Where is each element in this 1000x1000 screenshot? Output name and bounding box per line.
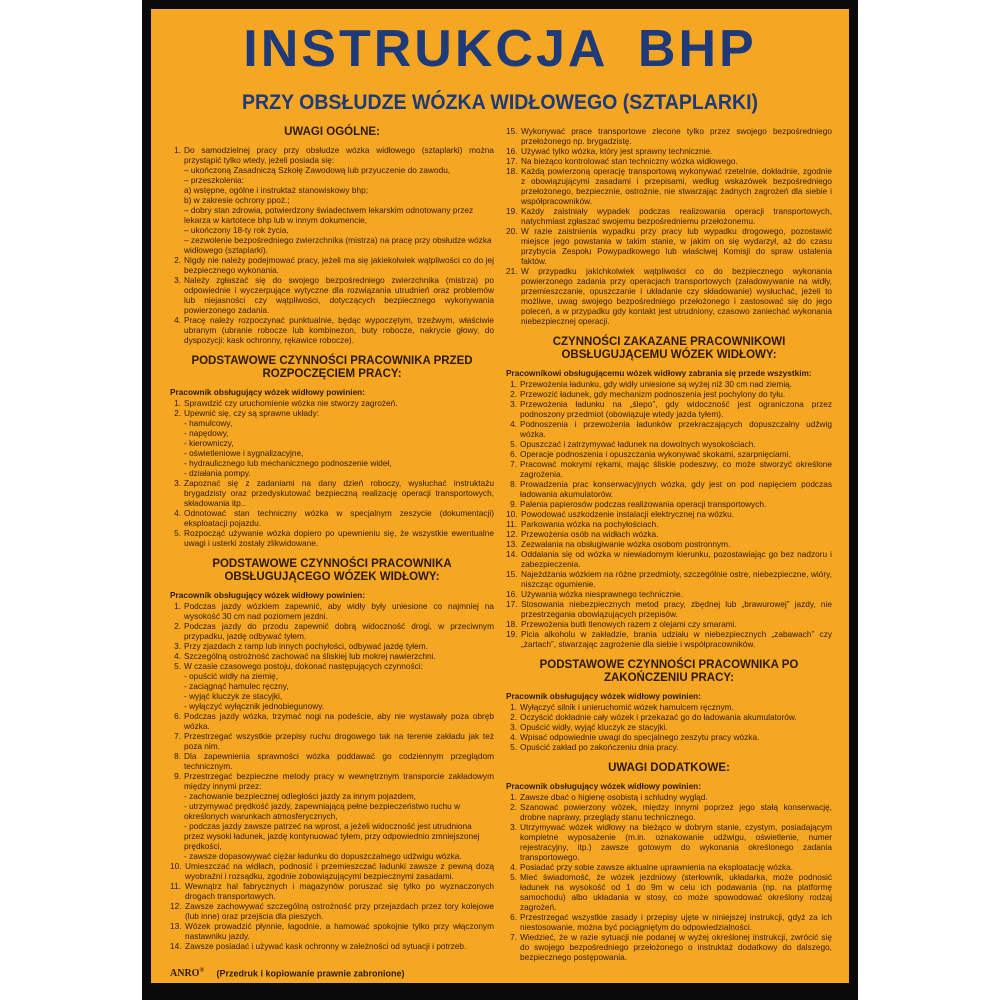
item-number: 16. <box>506 589 518 599</box>
sub-item: – ukończony 18-ty rok życia, <box>184 225 289 235</box>
sub-item: – zezwolenie bezpośredniego zwierzchnika (mistrza) na pracę przy obsłudze wózka widłowego (sztaplarki). <box>184 235 492 255</box>
list-item <box>170 145 494 255</box>
item-text: Zawsze posiadać i używać kask ochronny w zależności od sytuacji i potrzeb. <box>185 941 467 951</box>
item-number: 1. <box>510 792 517 802</box>
section-heading: PODSTAWOWE CZYNNOŚCI PRACOWNIKA PO ZAKOŃCZENIU PRACY: <box>539 659 799 684</box>
list-item <box>506 509 832 519</box>
item-number: 4. <box>174 508 181 518</box>
item-number: 5. <box>174 528 181 538</box>
list-item <box>506 439 832 449</box>
item-number: 2. <box>510 802 517 812</box>
item-number: 5. <box>174 661 181 671</box>
section-lead: Pracownik obsługujący wózek widłowy powinien: <box>170 387 366 397</box>
item-number: 7. <box>174 731 181 741</box>
list-item <box>170 881 494 901</box>
item-text: Upewnić się, czy są sprawne układy: <box>184 408 320 418</box>
item-number: 10. <box>506 509 518 519</box>
section-heading: CZYNNOŚCI ZAKAZANE PRACOWNIKOWI OBSŁUGUJĄCEMU WÓZEK WIDŁOWY: <box>552 336 786 361</box>
item-number: 3. <box>510 399 517 409</box>
item-text: Opuszczać i zatrzymywać ładunek na dowolnych wysokościach. <box>520 439 756 449</box>
list-item <box>506 589 832 599</box>
item-text: Przestrzegać wszystkie przepisy ruchu drogowego tak na terenie zakładu jak też poza nim. <box>184 731 494 751</box>
item-text: Przewożenia ładunku na „ślepo”, gdy widoczność jest ograniczona przez podnoszony przedmiot (obowiązuje wtedy jazda tyłem). <box>520 399 832 419</box>
section-heading: PODSTAWOWE CZYNNOŚCI PRACOWNIKA OBSŁUGUJĄCEGO WÓZEK WIDŁOWY: <box>212 558 452 583</box>
sub-item: - działania pompy. <box>184 468 251 478</box>
item-number: 7. <box>510 459 517 469</box>
item-text: Wpisać odpowiednie uwagi do specjalnego zeszytu pracy wózka. <box>520 732 760 742</box>
list-item <box>506 549 832 569</box>
sub-list <box>184 791 494 861</box>
item-number: 1. <box>510 379 517 389</box>
brand-logo: ANRO® <box>170 968 204 980</box>
item-text: Przestrzegać wszystkie zasady i przepisy ujęte w niniejszej instrukcji, gdyż za ich niestosowanie, można być pociągniętym do odpowiedzialności. <box>520 912 832 932</box>
list-item <box>506 722 832 732</box>
item-number: 3. <box>510 822 517 832</box>
list-item <box>170 508 494 528</box>
sub-item: – dobry stan zdrowia, potwierdzony świadectwem lekarskim odnotowany przez lekarza w kartotece bhp lub w innym dokumencie, <box>184 205 474 225</box>
item-number: 2. <box>510 389 517 399</box>
item-number: 19. <box>506 629 518 639</box>
sub-item: - kierowniczy, <box>184 438 234 448</box>
sub-item: – przeszkolenia: <box>184 175 244 185</box>
item-text: Podczas jazdy do przodu zapewnić dobrą widoczność drogi, w przeciwnym przypadku, jazdę odbywać tyłem. <box>184 621 494 641</box>
item-text: Wyłączyć silnik i unieruchomić wózek hamulcem ręcznym. <box>520 702 734 712</box>
numbered-list <box>506 792 832 962</box>
item-number: 13. <box>506 539 518 549</box>
item-number: 21. <box>506 266 518 276</box>
sub-item: - wyłączyć wyłącznik jednobiegunowy. <box>184 701 325 711</box>
list-item <box>506 479 832 499</box>
item-number: 5. <box>510 872 517 882</box>
item-text: Przewożenia ładunku, gdy widły uniesione są wyżej niż 30 cm nad ziemią. <box>520 379 793 389</box>
sub-list <box>184 671 494 711</box>
item-text: Należy zgłaszać się do swojego bezpośredniego zwierzchnika (mistrza) po odpowiednie i wyczerpujące wytyczne dla rozwiązania utrudnień oraz problemów lub niejasności czy wątpliwości, dotyczących bezpiecznego wykonywania powierzonego zadania. <box>184 275 494 315</box>
item-text: Operacje podnoszenia i opuszczania wykonywać skokami, szarpnięciami. <box>520 449 791 459</box>
item-number: 17. <box>506 156 518 166</box>
item-text: Przy zjazdach z ramp lub innych pochyłości, odbywać jazdę tyłem. <box>184 641 428 651</box>
item-number: 10. <box>170 861 182 871</box>
item-text: Opuścić widły, wyjąć kluczyk ze stacyjki. <box>520 722 668 732</box>
item-number: 3. <box>174 275 181 285</box>
item-text: Wiedzieć, że w razie sytuacji nie podanej w wyżej określonej instrukcji, zwrócić się do swojego bezpośredniego przełożonego o instruktaż dodatkowy do dalszego, bezpiecznego postępowania. <box>520 932 832 962</box>
item-number: 1. <box>174 145 181 155</box>
item-number: 6. <box>510 912 517 922</box>
numbered-list <box>170 398 494 548</box>
section-lead: Pracownikowi obsługującemu wózek widłowy zabrania się przede wszystkim: <box>506 368 812 378</box>
item-number: 18. <box>506 619 518 629</box>
sub-item: – ukończoną Zasadniczą Szkołę Zawodową lub przyuczenie do zawodu, <box>184 165 451 175</box>
list-item <box>506 529 832 539</box>
item-number: 11. <box>506 519 517 529</box>
item-number: 1. <box>174 398 181 408</box>
list-item <box>506 379 832 389</box>
item-number: 2. <box>174 255 181 265</box>
item-text: Na bieżąco kontrolować stan techniczny wózka widłowego. <box>521 156 738 166</box>
section-heading: UWAGI DODATKOWE: <box>608 762 730 774</box>
list-item <box>170 711 494 731</box>
item-number: 4. <box>510 419 517 429</box>
list-item <box>170 315 494 345</box>
item-text: Nigdy nie należy podejmować pracy, jeżeli ma się jakiekolwiek wątpliwości co do jej bezpiecznego wykonania. <box>184 255 494 275</box>
item-text: Zapoznać się z zadaniami na dany dzień roboczy, wysłuchać instruktażu brygadzisty oraz przedyskutować bezpieczną realizację operacji transportowych, składowania itp.. <box>184 478 494 508</box>
item-text: W przypadku jakichkolwiek wątpliwości co do bezpiecznego wykonania powierzonego zadania przy operacjach transportowych (załadowywanie na widły, przemieszczanie, opuszczanie i układanie czy składowanie) wysłuchać, jeżeli to możliwe, uwag swojego bezpośredniego przełożonego i zastosować się do jego poleceń, a w przypadku gdy kontakt jest utrudniony, czasowo zaniechać wykonania niebezpiecznej operacji. <box>521 266 832 326</box>
section-lead: Pracownik obsługujący wózek widłowy powinien: <box>506 691 702 701</box>
item-text: Parkowania wózka na pochyłościach. <box>521 519 659 529</box>
sub-item: b) w zakresie ochrony ppoż.; <box>184 195 290 205</box>
list-item <box>170 408 494 478</box>
list-item <box>506 156 832 166</box>
item-text: Najeżdżania wózkiem na różne przedmioty, szczególnie ostre, niebezpieczne, wióry, niszcząc ogumienie. <box>521 569 832 589</box>
list-item <box>170 528 494 548</box>
item-text: Podnoszenia i przewożenia ładunków przekraczających dopuszczalny udźwig wózka. <box>520 419 832 439</box>
list-item <box>170 751 494 771</box>
safety-sign <box>151 9 849 983</box>
sign-subtitle: PRZY OBSŁUDZE WÓZKA WIDŁOWEGO (SZTAPLARKI) <box>241 91 759 114</box>
item-number: 4. <box>174 651 181 661</box>
item-number: 3. <box>510 722 517 732</box>
item-number: 7. <box>510 932 517 942</box>
sub-item: - opuścić widły na ziemię, <box>184 671 279 681</box>
sub-item: - wyjąć kluczyk ze stacyjki, <box>184 691 283 701</box>
item-number: 6. <box>510 449 517 459</box>
sub-item: - zachowanie bezpiecznej odległości jazdy za innym pojazdem, <box>184 791 416 801</box>
numbered-list <box>506 702 832 752</box>
item-number: 8. <box>510 479 517 489</box>
section-heading: UWAGI OGÓLNE: <box>284 126 380 138</box>
item-number: 2. <box>174 408 181 418</box>
item-text: Rozpocząć używanie wózka dopiero po upewnieniu się, że wszystkie ewentualne uwagi i usterki zostały zlikwidowane. <box>184 528 494 548</box>
list-item <box>170 861 494 881</box>
item-number: 15. <box>506 569 518 579</box>
list-item <box>170 641 494 651</box>
item-text: Wózek prowadzić płynnie, łagodnie, a hamować spokojnie tylko przy włączonym nastawniku jazdy. <box>185 921 494 941</box>
list-item <box>506 126 832 146</box>
list-item <box>506 802 832 822</box>
item-text: Stosowania niebezpiecznych metod pracy, zbędnej lub „brawurowej” jazdy, nie przestrzegania obowiązujących przepisów. <box>521 599 832 619</box>
item-text: Do samodzielnej pracy przy obsłudze wózka widłowego (sztaplarki) można przystąpić tylko wtedy, jeżeli posiada się: <box>184 145 494 165</box>
sub-item: - zaciągnąć hamulec ręczny, <box>184 681 289 691</box>
sub-item: a) wstępne, ogólne i instruktaż stanowiskowy bhp; <box>184 185 369 195</box>
sub-item: - oświetleniowe i sygnalizacyjne, <box>184 448 304 458</box>
item-number: 14. <box>506 549 518 559</box>
list-item <box>170 921 494 941</box>
item-number: 15. <box>506 126 518 136</box>
list-item <box>506 389 832 399</box>
copyright-note: (Przedruk i kopiowanie prawnie zabronione) <box>216 968 405 979</box>
item-text: Umieszczać na widłach, podnosić i przemieszczać ładunki zawsze z pewną dozą wyobraźni i rozsądku, zgodnie zobowiązującymi bezpiecznymi zasadami. <box>185 861 494 881</box>
item-text: Dla zapewnienia sprawności wózka poddawać go codziennym przeglądom technicznym. <box>184 751 494 771</box>
item-number: 20. <box>506 226 518 236</box>
list-item <box>506 539 832 549</box>
list-item <box>506 712 832 722</box>
list-item <box>170 621 494 641</box>
item-text: Każdy zaistniały wypadek podczas realizowania operacji transportowych, natychmiast zgłaszać swojemu bezpośredniemu przełożonemu. <box>521 206 832 226</box>
item-text: W razie zaistnienia wypadku przy pracy lub wypadku drogowego, pozostawić miejsce jego powstania w takim stanie, w jakim on się wydarzył, aż do czasu przybycia Zespołu Powypadkowego lub właściwej Komisji do spraw ustalenia faktów. <box>521 226 832 266</box>
item-number: 12. <box>170 901 182 911</box>
sub-item: - hamulcowy, <box>184 418 233 428</box>
list-item <box>506 449 832 459</box>
item-text: Powodować uszkodzenie instalacji elektrycznej na wózku. <box>521 509 735 519</box>
item-text: Palenia papierosów podczas realizowania operacji transportowych. <box>520 499 767 509</box>
section-lead: Pracownik obsługujący wózek widłowy powinien: <box>170 590 366 600</box>
item-number: 12. <box>506 529 518 539</box>
item-text: Zawsze zachowywać szczególną ostrożność przy przejazdach przez tory kolejowe (lub inne) oraz przejścia dla pieszych. <box>185 901 494 921</box>
list-item <box>170 478 494 508</box>
list-item <box>506 166 832 206</box>
list-item <box>506 206 832 226</box>
item-text: Oczyścić dokładnie cały wózek i przekazać go do ładowania akumulatorów. <box>520 712 797 722</box>
item-text: Podczas jazdy wózka, trzymać nogi na podeście, aby nie wystawały poza obręb wózka. <box>184 711 494 731</box>
numbered-list <box>506 379 832 649</box>
numbered-list <box>170 601 494 951</box>
list-item <box>170 941 494 951</box>
item-text: Pracować mokrymi rękami, mając śliskie podeszwy, co może stworzyć określone zagrożenia. <box>520 459 832 479</box>
item-text: Szczególną ostrożność zachować na śliskiej lub mokrej nawierzchni. <box>184 651 436 661</box>
right-column <box>506 126 832 962</box>
footer <box>170 966 404 979</box>
list-item <box>506 732 832 742</box>
item-number: 2. <box>174 621 181 631</box>
list-item <box>170 255 494 275</box>
list-item <box>506 599 832 619</box>
left-column <box>170 126 494 951</box>
list-item <box>170 731 494 751</box>
item-text: Oddalania się od wózka w niewiadomym kierunku, pozostawiając go bez nadzoru i zabezpieczenia. <box>521 549 832 569</box>
item-text: Zawsze dbać o higienę osobistą i schludny wygląd. <box>520 792 708 802</box>
sub-item: - napędowy, <box>184 428 229 438</box>
item-text: Przewozić ładunek, gdy mechanizm podnoszenia jest pochylony do tyłu. <box>520 389 786 399</box>
item-number: 17. <box>506 599 518 609</box>
item-text: Przestrzegać bezpieczne metody pracy w wewnętrznym transporcie zakładowym między innymi przez: <box>184 771 494 791</box>
item-number: 1. <box>174 601 181 611</box>
sub-item: - podczas jazdy zawsze patrzeć na wprost, a jeżeli widoczność jest utrudniona przez wysoki ładunek, jazdę kontynuować tyłem, przy odpowiednio zmniejszonej prędkości, <box>184 821 480 851</box>
section-lead: Pracownik obsługujący wózek widłowy powinien: <box>506 781 702 791</box>
list-item <box>506 912 832 932</box>
item-number: 5. <box>510 742 517 752</box>
list-item <box>170 661 494 711</box>
list-item <box>170 651 494 661</box>
item-text: Pracę należy rozpoczynać punktualnie, będąc wypoczętym, trzeźwym, właściwie ubranym (ubranie robocze lub kombinezon, buty robocze, nakrycie głowy, do dyspozycji: kask ochronny, rękawice robocze). <box>184 315 494 345</box>
numbered-list <box>170 145 494 345</box>
item-number: 11. <box>170 881 181 891</box>
list-item <box>506 146 832 156</box>
item-number: 13. <box>170 921 182 931</box>
item-number: 4. <box>510 732 517 742</box>
item-number: 16. <box>506 146 518 156</box>
item-number: 6. <box>174 711 181 721</box>
sub-item: - zawsze dopasowywać ciężar ładunku do dopuszczalnego udźwigu wózka. <box>184 851 462 861</box>
item-number: 14. <box>170 941 182 951</box>
list-item <box>170 275 494 315</box>
item-text: Każdą powierzoną operację transportową wykonywać rzetelnie, dokładnie, zgodnie z obowiązującymi zasadami i przepisami, według wskazówek bezpośredniego przełożonego, bezpiecznie, ostrożnie, nie stwarzając żadnych zagrożeń dla siebie i współpracowników. <box>521 166 832 206</box>
section-heading: PODSTAWOWE CZYNNOŚCI PRACOWNIKA PRZED ROZPOCZĘCIEM PRACY: <box>191 355 473 380</box>
list-item <box>506 702 832 712</box>
list-item <box>506 399 832 419</box>
sign-title: INSTRUKCJA BHP <box>243 20 757 78</box>
item-number: 4. <box>510 862 517 872</box>
list-item <box>170 771 494 861</box>
list-item <box>506 742 832 752</box>
item-number: 2. <box>510 712 517 722</box>
list-item <box>506 822 832 862</box>
item-text: W czasie czasowego postoju, dokonać następujących czynności: <box>184 661 423 671</box>
list-item <box>506 569 832 589</box>
item-number: 9. <box>174 771 181 781</box>
item-text: Przewożenia butli tlenowych razem z olejami czy smarami. <box>521 619 737 629</box>
list-item <box>506 459 832 479</box>
item-text: Mieć świadomość, że wózek jezdniowy (sterłownik, układarka, może podnosić ładunek na wysokość od 1 do 9m w celu ich podawania (np. na platformę samochodu) albo układania w stosy, co może spowodować określony rodzaj zagrożeń. <box>520 872 832 912</box>
item-text: Wykonywać prace transportowe zlecone tylko przez swojego bezpośredniego przełożonego np. brygadzistę. <box>521 126 832 146</box>
list-item <box>506 619 832 629</box>
list-item <box>506 932 832 962</box>
list-item <box>506 862 832 872</box>
item-number: 3. <box>174 641 181 651</box>
list-item <box>170 901 494 921</box>
list-item <box>506 266 832 326</box>
list-item <box>506 499 832 509</box>
list-item <box>506 226 832 266</box>
item-text: Zezwalania na obsługiwanie wózka osobom postronnym. <box>521 539 731 549</box>
sub-list <box>184 418 494 478</box>
list-item <box>170 601 494 621</box>
item-text: Prowadzenia prac konserwacyjnych wózka, gdy jest on pod napięciem podczas ładowania akumulatorów. <box>520 479 832 499</box>
item-text: Utrzymywać wózek widłowy na bieżąco w dobrym stanie, czystym, posiadającym kompletne wyposażenie (m.in. oznakowanie udźwigu, oświetlenie, numer rejestracyjny, itp.) zawsze gotowym do wykonania określonego zadania transportowego. <box>520 822 832 862</box>
item-number: 1. <box>510 702 517 712</box>
item-number: 5. <box>510 439 517 449</box>
list-item <box>170 398 494 408</box>
item-text: Przewożenia osób na widłach wózka. <box>521 529 659 539</box>
sub-item: - utrzymywać prędkość jazdy, zapewniającą pełne bezpieczeństwo ruchu w określonych warunkach atmosferycznych, <box>184 801 461 821</box>
item-text: Szanować powierzony wózek, między innymi poprzez jego stałą konserwację, drobne naprawy, przeglądy stanu technicznego. <box>520 802 832 822</box>
item-text: Picia alkoholu w zakładzie, brania udziału w niebezpiecznych „zabawach” czy „żartach”, stwarzając zagrożenie dla siebie i współpracowników. <box>521 629 832 649</box>
item-text: Odnotować stan techniczny wózka w specjalnym zeszycie (dokumentacji) eksploatacji pojazdu. <box>184 508 494 528</box>
item-text: Posiadać przy sobie zawsze aktualne uprawnienia na eksploatację wózka. <box>520 862 794 872</box>
list-item <box>506 419 832 439</box>
numbered-list-continued <box>506 126 832 326</box>
item-text: Sprawdzić czy uruchomienie wózka nie stworzy zagrożeń. <box>184 398 398 408</box>
list-item <box>506 792 832 802</box>
item-number: 19. <box>506 206 518 216</box>
item-number: 9. <box>510 499 517 509</box>
item-text: Wewnątrz hal fabrycznych i magazynów poruszać się tylko po wyznaczonych drogach transportowych. <box>185 881 494 901</box>
item-text: Używania wózka niesprawnego technicznie. <box>521 589 683 599</box>
list-item <box>506 629 832 649</box>
item-number: 3. <box>174 478 181 488</box>
sub-list <box>184 165 494 255</box>
item-text: Podczas jazdy wózkiem zapewnić, aby widły były uniesione co najmniej na wysokość 30 cm nad poziomem jezdni. <box>184 601 494 621</box>
item-number: 18. <box>506 166 518 176</box>
item-text: Używać tylko wózka, który jest sprawny technicznie. <box>521 146 713 156</box>
item-number: 4. <box>174 315 181 325</box>
list-item <box>506 872 832 912</box>
item-text: Opuścić zakład po zakończeniu dnia pracy. <box>520 742 679 752</box>
sub-item: - hydraulicznego lub mechanicznego podnoszenie wideł, <box>184 458 392 468</box>
item-number: 8. <box>174 751 181 761</box>
list-item <box>506 519 832 529</box>
